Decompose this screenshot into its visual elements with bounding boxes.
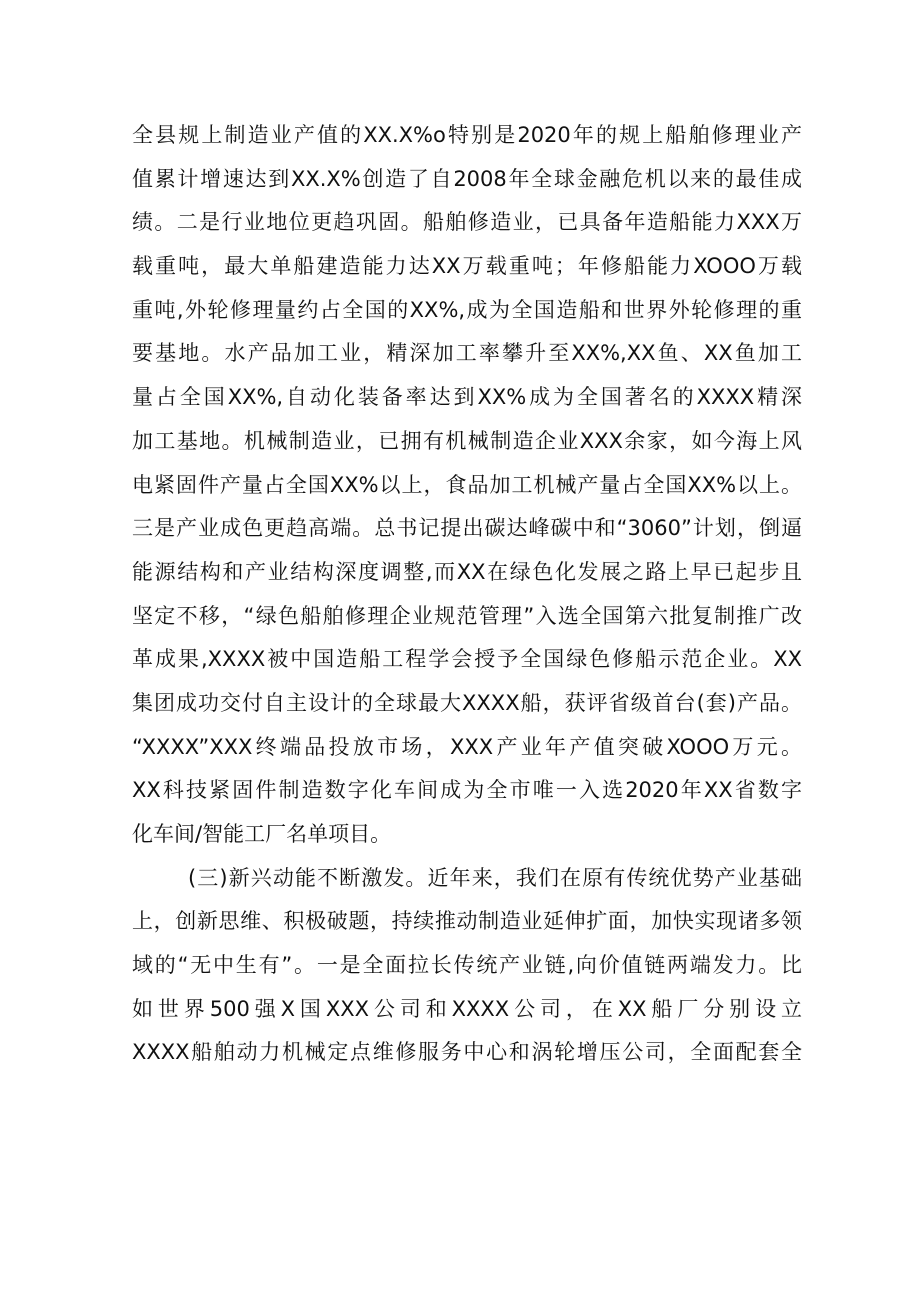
text-line: 值累计增速达到XX.X%创造了自2008年全球金融危机以来的最佳成 xyxy=(132,166,802,191)
text-line: 集团成功交付自主设计的全球最大XXXX船，获评省级首台(套)产品。 xyxy=(132,690,802,715)
text-line: (三)新兴动能不断激发。近年来，我们在原有传统优势产业基础 xyxy=(188,865,802,890)
body-text xyxy=(132,114,802,1075)
text-line: XX科技紧固件制造数字化车间成为全市唯一入选2020年XX省数字 xyxy=(132,778,802,803)
text-line: 革成果,XXXX被中国造船工程学会授予全国绿色修船示范企业。XX xyxy=(132,647,802,672)
text-line: 量占全国XX%,自动化装备率达到XX%成为全国著名的XXXX精深 xyxy=(132,385,802,410)
paragraph-industry-status xyxy=(132,114,802,857)
text-line: 化车间/智能工厂名单项目。 xyxy=(132,822,392,846)
text-line: 电紧固件产量占全国XX%以上，食品加工机械产量占全国XX%以上。 xyxy=(132,472,802,497)
text-line: “XXXX”XXX终端品投放市场，XXX产业年产值突破XOOO万元。 xyxy=(132,734,802,759)
paragraph-emerging-momentum xyxy=(132,857,802,1075)
text-line: 能源结构和产业结构深度调整,而XX在绿色化发展之路上早已起步且 xyxy=(132,559,802,584)
text-line: 绩。二是行业地位更趋巩固。船舶修造业，已具备年造船能力XXX万 xyxy=(132,210,802,235)
text-line: 全县规上制造业产值的XX.X%o特别是2020年的规上船舶修理业产 xyxy=(132,123,802,147)
text-line: 三是产业成色更趋高端。总书记提出碳达峰碳中和“3060”计划，倒逼 xyxy=(132,516,802,541)
text-line: XXXX船舶动力机械定点维修服务中心和涡轮增压公司，全面配套全 xyxy=(132,1040,802,1065)
text-line: 域的“无中生有”。一是全面拉长传统产业链,向价值链两端发力。比 xyxy=(132,953,802,978)
text-line: 要基地。水产品加工业，精深加工率攀升至XX%,XX鱼、XX鱼加工 xyxy=(132,341,802,366)
text-line: 重吨,外轮修理量约占全国的XX%,成为全国造船和世界外轮修理的重 xyxy=(132,297,802,322)
text-line: 加工基地。机械制造业，已拥有机械制造企业XXX余家，如今海上风 xyxy=(132,428,802,453)
text-line: 如世界500强X国XXX公司和XXXX公司，在XX船厂分别设立 xyxy=(132,996,802,1021)
text-line: 载重吨，最大单船建造能力达XX万载重吨；年修船能力XOOO万载 xyxy=(132,254,802,279)
text-line: 上，创新思维、积极破题，持续推动制造业延伸扩面，加快实现诸多领 xyxy=(132,909,802,934)
text-line: 坚定不移，“绿色船舶修理企业规范管理”入选全国第六批复制推广改 xyxy=(132,603,802,628)
